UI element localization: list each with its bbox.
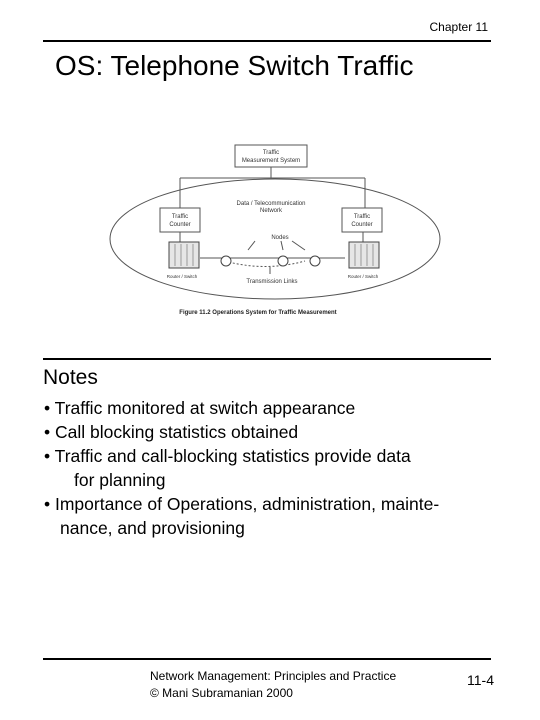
network-label-1: Data / Telecommunication [236,201,306,207]
counter-right-label-1: Traffic [353,214,371,220]
traffic-counter-right-box [342,208,382,232]
bullet-monitored: • Traffic monitored at switch appearance [44,398,356,418]
notes-list [44,396,514,540]
header-rule [43,40,491,42]
bullet-importance: • Importance of Operations, administration, mainte- [44,494,440,514]
counter-left-label-1: Traffic [171,214,189,220]
traffic-counter-left-box [160,208,200,232]
footer-text [150,668,396,702]
figure-caption: Figure 11.2 Operations System for Traffic Measurement [179,310,337,316]
network-figure [105,140,445,320]
switch-right [349,242,379,268]
footer-copyright: © Mani Subramanian 2000 [150,686,293,700]
network-label-2: Network [259,208,283,214]
measurement-system-label-1: Traffic [262,150,280,156]
footer-book: Network Management: Principles and Practice [150,669,397,683]
bullet-blocking: • Call blocking statistics obtained [44,422,299,442]
chapter-label: Chapter 11 [429,20,488,34]
node-center [278,256,288,266]
measurement-system-label-2: Measurement System [241,158,301,164]
notes-rule [43,358,491,360]
bullet-importance-cont: nance, and provisioning [60,518,245,538]
transmission-links-label: Transmission Links [246,279,298,285]
node-left [221,256,231,266]
bullet-statistics: • Traffic and call-blocking statistics provide data [44,446,411,466]
page-number: 11-4 [467,672,494,688]
switch-left [169,242,199,268]
notes-heading: Notes [43,366,98,389]
node-right [310,256,320,266]
bullet-statistics-cont: for planning [74,470,166,490]
footer-rule [43,658,491,660]
counter-left-label-2: Counter [169,222,191,228]
switch-right-label: Router / Switch [347,274,379,279]
counter-right-label-2: Counter [351,222,373,228]
slide-title: OS: Telephone Switch Traffic [55,50,414,81]
switch-left-label: Router / Switch [166,274,198,279]
nodes-label: Nodes [271,235,289,241]
